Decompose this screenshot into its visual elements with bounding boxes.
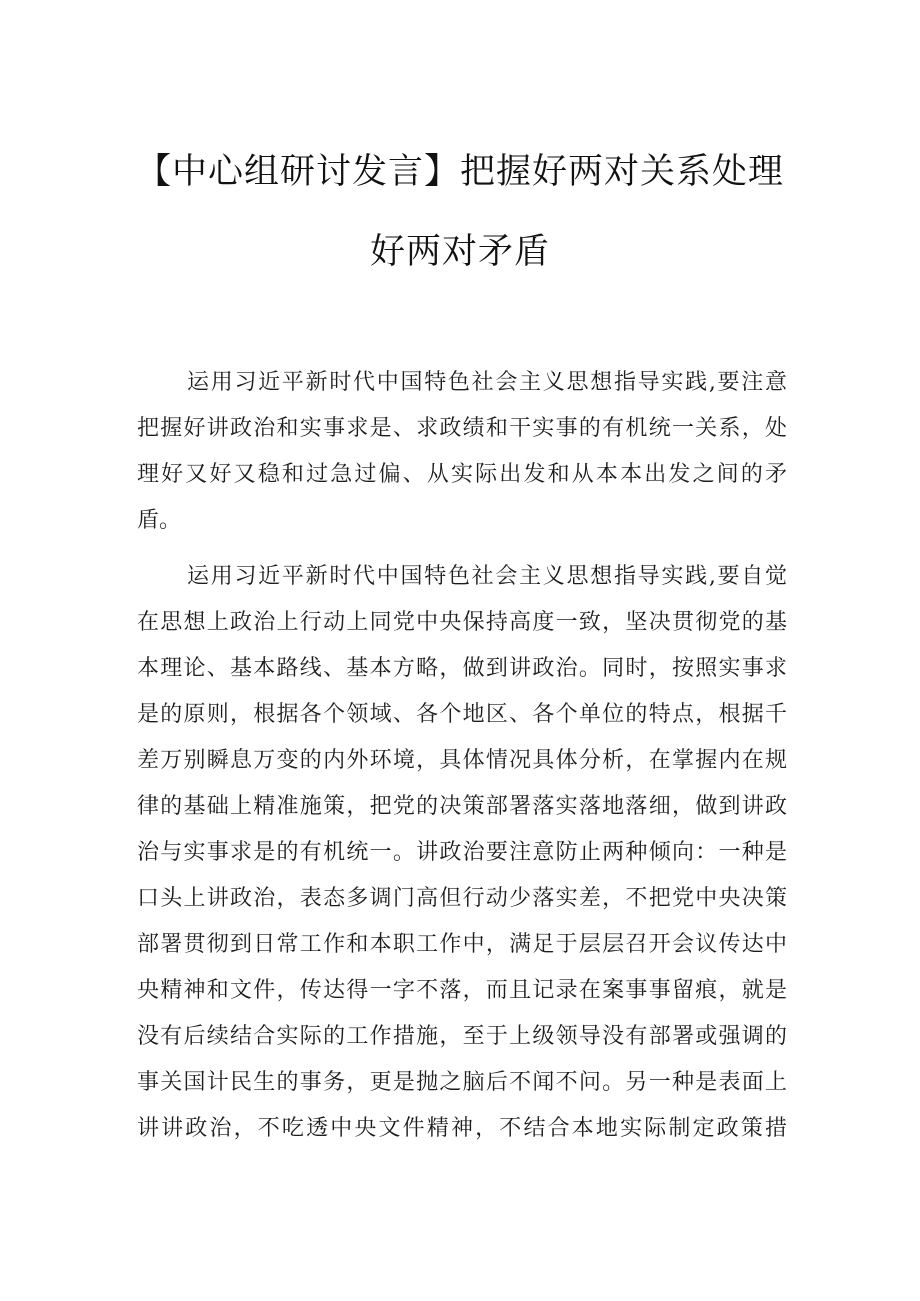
paragraph-2-line-9: 部署贯彻到日常工作和本职工作中，满足于层层召开会议传达中	[137, 932, 787, 957]
paragraph-2-line-3: 本理论、基本路线、基本方略，做到讲政治。同时，按照实事求	[137, 656, 787, 681]
paragraph-2-line-1: 运用习近平新时代中国特色社会主义思想指导实践,要自觉	[187, 564, 787, 589]
paragraph-1-line-1: 运用习近平新时代中国特色社会主义思想指导实践,要注意	[187, 370, 787, 395]
paragraph-2-line-11: 没有后续结合实际的工作措施，至于上级领导没有部署或强调的	[137, 1024, 787, 1049]
paragraph-2-line-13: 讲讲政治，不吃透中央文件精神，不结合本地实际制定政策措	[137, 1116, 787, 1141]
paragraph-2-line-4: 是的原则，根据各个领域、各个地区、各个单位的特点，根据千	[137, 702, 787, 727]
paragraph-1-line-4: 盾。	[137, 508, 182, 533]
paragraph-2-line-8: 口头上讲政治，表态多调门高但行动少落实差，不把党中央决策	[137, 886, 787, 911]
paragraph-2-line-5: 差万别瞬息万变的内外环境，具体情况具体分析，在掌握内在规	[137, 748, 787, 773]
paragraph-1-line-3: 理好又好又稳和过急过偏、从实际出发和从本本出发之间的矛	[137, 462, 787, 487]
document-title-line-1: 【中心组研讨发言】把握好两对关系处理	[135, 152, 784, 192]
paragraph-2-line-10: 央精神和文件，传达得一字不落，而且记录在案事事留痕，就是	[137, 978, 787, 1003]
paragraph-2-line-2: 在思想上政治上行动上同党中央保持高度一致，坚决贯彻党的基	[137, 610, 787, 635]
paragraph-2-line-6: 律的基础上精准施策，把党的决策部署落实落地落细，做到讲政	[137, 794, 787, 819]
paragraph-2-line-12: 事关国计民生的事务，更是抛之脑后不闻不问。另一种是表面上	[137, 1070, 787, 1095]
paragraph-2-line-7: 治与实事求是的有机统一。讲政治要注意防止两种倾向：一种是	[137, 840, 787, 865]
paragraph-1-line-2: 把握好讲政治和实事求是、求政绩和干实事的有机统一关系，处	[137, 416, 787, 441]
document-title-line-2: 好两对矛盾	[369, 232, 550, 272]
